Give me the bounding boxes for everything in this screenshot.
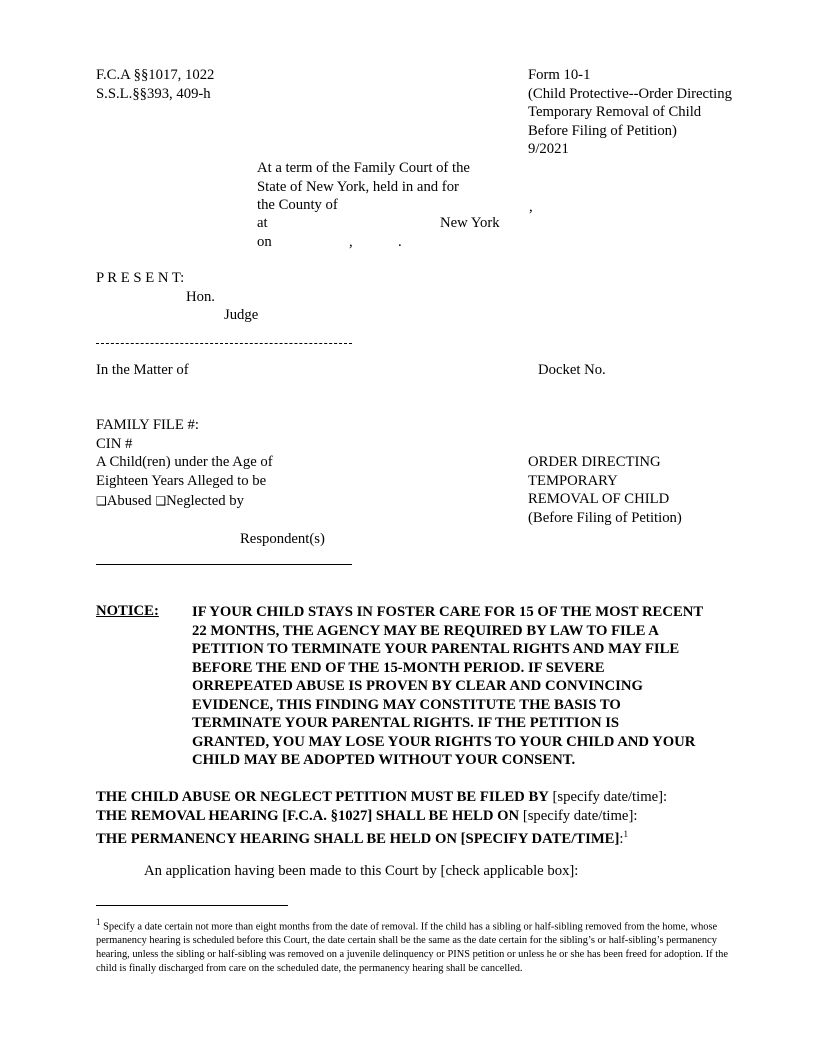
order-title-line: REMOVAL OF CHILD <box>528 491 670 507</box>
family-file-label: FAMILY FILE #: <box>96 417 199 433</box>
child-age-line: A Child(ren) under the Age of <box>96 454 273 470</box>
statute-line: F.C.A §§1017, 1022 <box>96 67 215 83</box>
petition-deadline-placeholder: [specify date/time]: <box>548 789 668 805</box>
notice-text <box>192 603 772 770</box>
footnote-reference[interactable]: 1 <box>623 829 628 839</box>
notice-line: BEFORE THE END OF THE 15-MONTH PERIOD. IF SEVERE <box>192 659 605 676</box>
at-label: at <box>257 215 268 231</box>
form-line: (Child Protective--Order Directing <box>528 85 732 102</box>
notice-label: NOTICE: <box>96 603 159 619</box>
footnote-text: Specify a date certain not more than eight months from the date of removal. If the child has a sibling or half-sibling removed from the home, whose permanency hearing is scheduled before this Court, the date certain shall be the same as the date certain for the sibling’s or half-sibling’s permanency hearing, unless the sibling or half-sibling was removed on a juvenile delinquency or PINS petition or unless he or she has been freed for adoption. If the child is finally discharged from care on the scheduled date, the permanency hearing shall be cancelled. <box>96 921 728 975</box>
order-title-line: ORDER DIRECTING <box>528 454 661 470</box>
caption-bottom-rule <box>96 564 352 565</box>
application-statement: An application having been made to this Court by [check applicable box]: <box>144 863 579 879</box>
docket-label: Docket No. <box>538 362 606 378</box>
court-county-line: the County of <box>257 197 338 213</box>
notice-line: IF YOUR CHILD STAYS IN FOSTER CARE FOR 15 OF THE MOST RECENT <box>192 604 704 620</box>
order-title <box>528 453 682 527</box>
honorable-label: Hon. <box>186 289 215 305</box>
court-term-block <box>257 159 470 215</box>
court-term-line: State of New York, held in and for <box>257 178 459 195</box>
form-line: Before Filing of Petition) <box>528 122 677 139</box>
notice-line: PETITION TO TERMINATE YOUR PARENTAL RIGHTS AND MAY FILE <box>192 641 680 657</box>
neglected-checkbox[interactable]: ❑ <box>155 494 167 508</box>
footnote-marker: 1 <box>96 917 101 927</box>
form-line: 9/2021 <box>528 141 569 157</box>
form-identifier <box>528 66 732 159</box>
date-comma: , <box>349 234 353 250</box>
abused-checkbox[interactable]: ❑ <box>96 494 107 508</box>
caption-dashed-divider <box>96 343 352 344</box>
neglected-label: Neglected by <box>166 493 244 509</box>
abused-label: Abused <box>106 493 152 509</box>
petition-deadline-line <box>96 788 667 807</box>
statute-citation <box>96 66 214 103</box>
order-title-line: TEMPORARY <box>528 472 618 489</box>
footnote <box>96 915 746 976</box>
permanency-hearing-line <box>96 825 667 847</box>
notice-line: 22 MONTHS, THE AGENCY MAY BE REQUIRED BY LAW TO FILE A <box>192 622 659 639</box>
petition-deadline-text: THE CHILD ABUSE OR NEGLECT PETITION MUST BE FILED BY <box>96 789 549 805</box>
notice-line: TERMINATE YOUR PARENTAL RIGHTS. IF THE PETITION IS <box>192 715 620 731</box>
judge-label: Judge <box>224 307 259 323</box>
footnote-separator <box>96 905 288 906</box>
notice-line: EVIDENCE, THIS FINDING MAY CONSTITUTE THE BASIS TO <box>192 696 621 713</box>
date-period: . <box>398 234 402 250</box>
removal-hearing-line <box>96 807 667 826</box>
court-term-line: At a term of the Family Court of the <box>257 160 470 176</box>
county-comma: , <box>529 199 533 215</box>
deadlines-block <box>96 788 668 847</box>
present-label: P R E S E N T: <box>96 270 185 286</box>
permanency-hearing-colon: : <box>619 830 624 847</box>
notice-line: ORREPEATED ABUSE IS PROVEN BY CLEAR AND CONVINCING <box>192 678 643 694</box>
cin-label: CIN # <box>96 436 133 452</box>
notice-line: GRANTED, YOU MAY LOSE YOUR RIGHTS TO YOUR CHILD AND YOUR <box>192 733 696 750</box>
respondent-label: Respondent(s) <box>240 531 325 547</box>
on-label: on <box>257 234 272 250</box>
order-title-line: (Before Filing of Petition) <box>528 509 682 526</box>
form-line: Temporary Removal of Child <box>528 104 702 120</box>
matter-label: In the Matter of <box>96 362 189 378</box>
allegation-checkboxes <box>96 492 244 511</box>
state-name: New York <box>440 215 500 231</box>
child-alleged-line: Eighteen Years Alleged to be <box>96 473 267 489</box>
permanency-hearing-text: THE PERMANENCY HEARING SHALL BE HELD ON [SPECIFY DATE/TIME] <box>96 830 620 847</box>
form-line: Form 10-1 <box>528 67 591 83</box>
statute-line: S.S.L.§§393, 409-h <box>96 85 211 102</box>
removal-hearing-text: THE REMOVAL HEARING [F.C.A. §1027] SHALL BE HELD ON <box>96 807 520 824</box>
notice-line: CHILD MAY BE ADOPTED WITHOUT YOUR CONSENT. <box>192 752 576 768</box>
removal-hearing-placeholder: [specify date/time]: <box>519 807 638 824</box>
